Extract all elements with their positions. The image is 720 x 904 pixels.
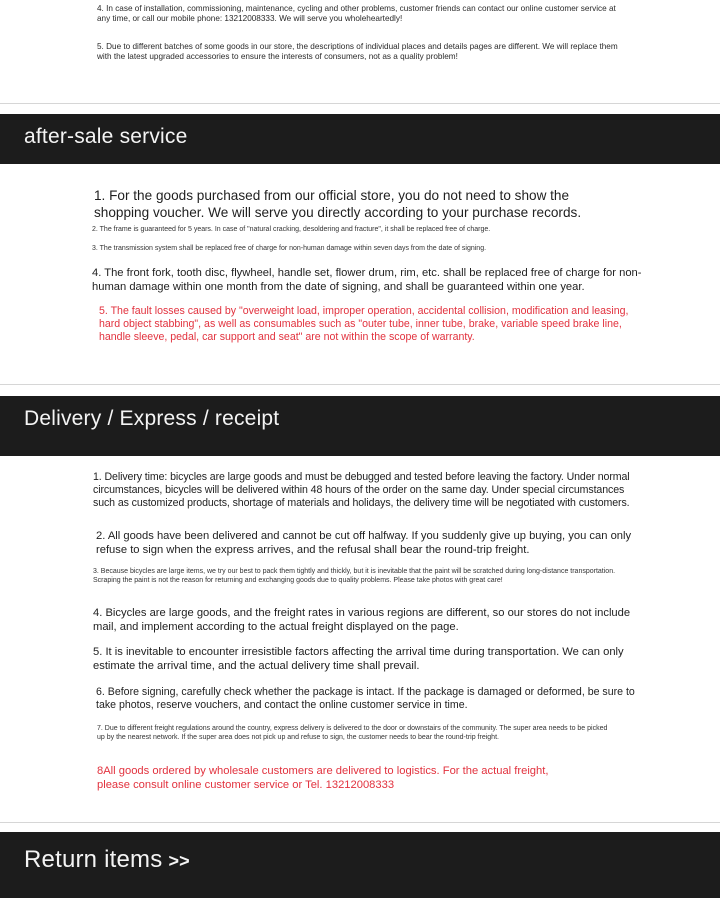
delivery-header [0,396,720,456]
delivery-item-1: 1. Delivery time: bicycles are large goods and must be debugged and tested before leaving the factory. Under normal circumstances, bicycles will be delivered within 48 hours of the order on the same day. Under special circumstances such as customized products, shortage of materials and holidays, the delivery time will be negotiated with customers. [93,471,630,510]
delivery-item-5: 5. It is inevitable to encounter irresistible factors affecting the arrival time during transportation. We can only estimate the arrival time, and the actual delivery time shall prevail. [93,646,624,672]
return-title[interactable] [24,846,190,874]
after-sale-item-1: 1. For the goods purchased from our official store, you do not need to show the shopping voucher. We will serve you directly according to your purchase records. [94,188,582,220]
return-title-text: Return items [24,846,163,873]
delivery-item-2: 2. All goods have been delivered and cannot be cut off halfway. If you suddenly give up buying, you can only refuse to sign when the express arrives, and the refusal shall bear the round-trip freight. [96,530,632,556]
top-note-5: 5. Due to different batches of some goods in our store, the descriptions of individual places and details pages are different. We will replace them with the latest upgraded accessories to ensure the interests of consumers, not as a quality problem! [97,42,618,62]
delivery-item-8: 8All goods ordered by wholesale customers are delivered to logistics. For the actual freight, please consult online customer service or Tel. 13212008333 [97,765,549,791]
return-header[interactable] [0,832,720,898]
delivery-item-4: 4. Bicycles are large goods, and the freight rates in various regions are different, so our stores do not include mail, and implement according to the actual freight displayed on the page. [93,607,631,633]
after-sale-item-2: 2. The frame is guaranteed for 5 years. In case of "natural cracking, desoldering and fracture", it shall be replaced free of charge. [92,226,491,233]
delivery-item-7: 7. Due to different freight regulations around the country, express delivery is delivered to the door or downstairs of the community. The super area needs to be picked up by the nearest network. If the super area does not pick up and refuse to sign, the customer needs to bear the round-trip freight. [97,725,608,741]
after-sale-header [0,114,720,164]
after-sale-item-4: 4. The front fork, tooth disc, flywheel, handle set, flower drum, rim, etc. shall be replaced free of charge for non-human damage within one month from the date of signing, and shall be guaranteed within one year. [92,267,642,293]
after-sale-title: after-sale service [24,125,188,148]
delivery-title: Delivery / Express / receipt [24,407,280,430]
double-chevron-right-icon: >> [168,851,190,871]
divider [0,384,720,385]
after-sale-item-5: 5. The fault losses caused by "overweight load, improper operation, accidental collision, modification and leasing, hard object stabbing", as well as consumables such as "outer tube, inner tube, brake, variable speed brake line, handle sleeve, pedal, car support and seat" are not within the scope of warranty. [99,305,629,344]
after-sale-item-3: 3. The transmission system shall be replaced free of charge for non-human damage within seven days from the date of signing. [92,245,487,252]
delivery-item-6: 6. Before signing, carefully check whether the package is intact. If the package is damaged or deformed, be sure to take photos, reserve vouchers, and contact the online customer service in time. [96,686,635,712]
top-note-4: 4. In case of installation, commissioning, maintenance, cycling and other problems, customer friends can contact our online customer service at any time, or call our mobile phone: 13212008333. We will serve you wholeheartedly! [97,4,616,24]
divider [0,822,720,823]
delivery-item-3: 3. Because bicycles are large items, we try our best to pack them tightly and thickly, but it is inevitable that the paint will be scratched during long-distance transportation. Scraping the paint is not the reason for returning and exchanging goods due to quality problems. Please take photos with great care! [93,568,616,584]
divider [0,103,720,104]
